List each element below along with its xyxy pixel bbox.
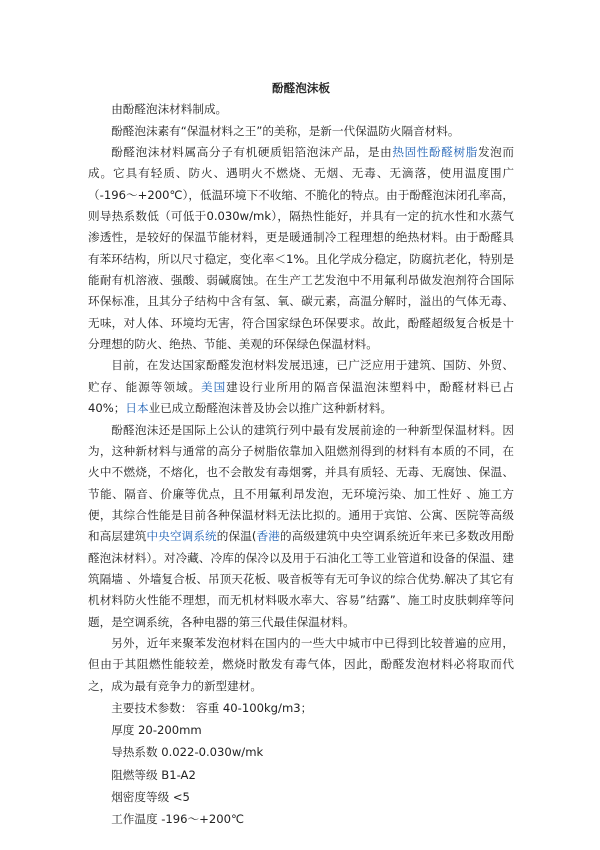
spec-line: 工作温度 -196～+200℃ <box>111 811 245 826</box>
link-hong-kong[interactable]: 香港 <box>256 529 280 544</box>
spec-line: 主要技术参数： 容重 40-100kg/m3； <box>111 700 313 715</box>
paragraph-intro: 由酚醛泡沫材料制成。 <box>111 102 228 117</box>
paragraph-properties <box>88 142 514 355</box>
text-segment: 酚醛泡沫还是国际上公认的建筑行列中最有发展前途的一种新型保温材料。因为，这种新材料与通常的高分子树脂依靠加入阻燃剂得到的材料有本质的不同，在火中不燃烧，不熔化，也不会散发有毒烟雾，并具有质轻、无毒、无腐蚀、保温、节能、隔音、价廉等优点，且不用氟利昂发泡，无环境污染、加工性好 、施工方便，其综合性能是目前各种保温材料无法比拟的。通用于宾馆、公寓、医院等高级和高层建筑 <box>88 422 514 544</box>
link-japan[interactable]: 日本 <box>125 401 149 416</box>
document-page <box>88 78 514 830</box>
link-phenolic-resin[interactable]: 热固性酚醛树脂 <box>392 145 478 160</box>
document-title: 酚醛泡沫板 <box>272 81 330 95</box>
text-segment: 的高级建筑中央空调系统近年来已多数改用酚醛泡沫材料）。对冷藏、冷库的保冷以及用于石油化工等工业管道和设备的保温、建筑隔墙 、外墙复合板、吊顶天花板、吸音板等有无可争议的综合优势.解决了其它有机材料防火性能不理想，而无机材料吸水率大、容易”结露”、施工时皮肤刺痒等问题，是空调系统，各种电器的第三代最佳保温材料。 <box>88 529 514 629</box>
text-segment: 建设行业所用的隔音保温泡沫塑料中，酚醛材料已占 40%； <box>88 379 514 416</box>
text-segment: 的保温( <box>216 529 257 544</box>
spec-line: 导热系数 0.022-0.030w/mk <box>111 745 264 760</box>
paragraph-applications <box>88 355 514 419</box>
spec-line: 阻燃等级 B1-A2 <box>111 767 196 782</box>
spec-line: 厚度 20-200mm <box>111 723 202 738</box>
link-usa[interactable]: 美国 <box>201 379 227 394</box>
paragraph-advantages <box>88 420 514 633</box>
spec-line: 烟密度等级 <5 <box>111 789 190 804</box>
text-segment: 业已成立酚醛泡沫普及协会以推广这种新材料。 <box>148 401 393 416</box>
text-segment: 目前，在发达国家酚醛发泡材料发展迅速，已广泛应用于建筑、国防、外贸、贮存、能源等领域。 <box>88 358 514 394</box>
text-segment: 酚醛泡沫材料属高分子有机硬质铝箔泡沫产品，是由 <box>111 145 393 160</box>
paragraph-nickname: 酚醛泡沫素有“保温材料之王”的美称，是新一代保温防火隔音材料。 <box>111 123 460 138</box>
text-segment: 发泡而成。它具有轻质、防火、遇明火不燃烧、无烟、无毒、无滴落，使用温度围广（-196～+200℃），低温环境下不收缩、不脆化的特点。由于酚醛泡沫闭孔率高，则导热系数低（可低于0.030w/mk），隔热性能好，并具有一定的抗水性和水蒸气渗透性，是较好的保温节能材料，更是暖通制冷工程理想的绝热材料。由于酚醛具有苯环结构，所以尺寸稳定，变化率＜1%。且化学成分稳定，防腐抗老化，特别是能耐有机溶液、强酸、弱碱腐蚀。在生产工艺发泡中不用氟利昂做发泡剂符合国际环保标准，且其分子结构中含有氢、氧、碳元素，高温分解时，溢出的气体无毒、无味，对人体、环境均无害，符合国家绿色环保要求。故此，酚醛超级复合板是十分理想的防火、绝热、节能、美观的环保绿色保温材料。 <box>88 145 514 352</box>
paragraph-outlook: 另外，近年来聚苯发泡材料在国内的一些大中城市中已得到比较普遍的应用，但由于其阻燃性能较差，燃烧时散发有毒气体，因此，酚醛发泡材料必将取而代之，成为最有竞争力的新型建材。 <box>88 635 514 693</box>
link-central-ac[interactable]: 中央空调系统 <box>146 529 217 544</box>
